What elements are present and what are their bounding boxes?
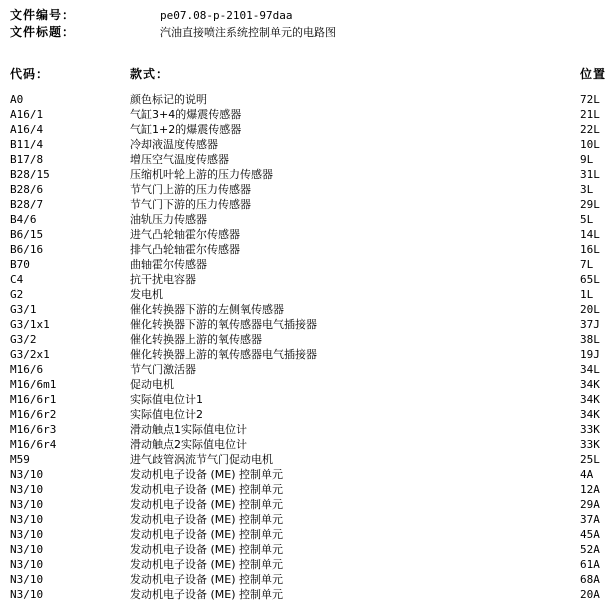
component-name: 实际值电位计1 — [130, 393, 203, 406]
component-name: 发动机电子设备 (ME) 控制单元 — [130, 498, 284, 511]
table-row — [0, 302, 602, 317]
component-position: 61A — [580, 558, 600, 571]
component-code: B70 — [10, 258, 30, 271]
component-code: G3/1 — [10, 303, 37, 316]
table-row — [0, 377, 602, 392]
file-title-label: 文件标题： — [10, 25, 76, 39]
component-name: 进气歧管涡流节气门促动电机 — [130, 453, 273, 466]
component-code: M16/6r3 — [10, 423, 57, 436]
table-row — [0, 362, 602, 377]
component-code: A0 — [10, 93, 24, 106]
component-name: 油轨压力传感器 — [130, 213, 207, 226]
component-code: B28/7 — [10, 198, 44, 211]
component-code: B11/4 — [10, 138, 44, 151]
component-name: 颜色标记的说明 — [130, 93, 207, 106]
component-name: 滑动触点2实际值电位计 — [130, 438, 247, 451]
table-row — [0, 572, 602, 587]
component-code: A16/1 — [10, 108, 44, 121]
file-number-label: 文件编号： — [10, 8, 76, 22]
component-position: 20A — [580, 588, 600, 601]
table-row — [0, 182, 602, 197]
code-column-header: 代码： — [10, 67, 50, 81]
table-row — [0, 482, 602, 497]
component-position: 37J — [580, 318, 600, 331]
file-title-value: 汽油直接喷注系统控制单元的电路图 — [160, 26, 336, 39]
table-row — [0, 497, 602, 512]
component-name: 发电机 — [130, 288, 163, 301]
component-position: 72L — [580, 93, 600, 106]
component-position: 29A — [580, 498, 600, 511]
component-position: 25L — [580, 453, 600, 466]
component-code: M59 — [10, 453, 30, 466]
name-column-header: 款式： — [130, 67, 170, 81]
component-name: 发动机电子设备 (ME) 控制单元 — [130, 513, 284, 526]
component-name: 催化转换器下游的氧传感器电气插接器 — [130, 318, 317, 331]
component-position: 19J — [580, 348, 600, 361]
table-row — [0, 467, 602, 482]
table-row — [0, 587, 602, 602]
component-position: 34L — [580, 363, 600, 376]
component-name: 节气门上游的压力传感器 — [130, 183, 251, 196]
component-code: G3/1x1 — [10, 318, 50, 331]
table-row — [0, 242, 602, 257]
component-name: 发动机电子设备 (ME) 控制单元 — [130, 573, 284, 586]
component-position: 21L — [580, 108, 600, 121]
component-name: 发动机电子设备 (ME) 控制单元 — [130, 528, 284, 541]
component-position: 34K — [580, 378, 600, 391]
component-position: 33K — [580, 438, 600, 451]
component-position: 38L — [580, 333, 600, 346]
component-position: 29L — [580, 198, 600, 211]
component-code: N3/10 — [10, 468, 44, 481]
table-row — [0, 122, 602, 137]
component-name: 发动机电子设备 (ME) 控制单元 — [130, 468, 284, 481]
component-code: N3/10 — [10, 573, 44, 586]
table-row — [0, 542, 602, 557]
component-name: 发动机电子设备 (ME) 控制单元 — [130, 558, 284, 571]
component-name: 冷却液温度传感器 — [130, 138, 218, 151]
component-code: N3/10 — [10, 483, 44, 496]
component-position: 14L — [580, 228, 600, 241]
component-name: 压缩机叶轮上游的压力传感器 — [130, 168, 273, 181]
component-position: 20L — [580, 303, 600, 316]
component-name: 发动机电子设备 (ME) 控制单元 — [130, 483, 284, 496]
component-position: 4A — [580, 468, 594, 481]
table-row — [0, 392, 602, 407]
component-position: 68A — [580, 573, 600, 586]
component-position: 5L — [580, 213, 594, 226]
component-code: N3/10 — [10, 543, 44, 556]
component-code: B6/16 — [10, 243, 44, 256]
position-column-header: 位置 — [580, 67, 606, 81]
component-position: 34K — [580, 393, 600, 406]
component-name: 抗干扰电容器 — [130, 273, 196, 286]
component-name: 气缸1+2的爆震传感器 — [130, 123, 242, 136]
table-row — [0, 407, 602, 422]
component-name: 节气门下游的压力传感器 — [130, 198, 251, 211]
table-row — [0, 227, 602, 242]
file-number-value: pe07.08-p-2101-97daa — [160, 9, 293, 22]
table-row — [0, 212, 602, 227]
table-row — [0, 557, 602, 572]
component-code: M16/6r2 — [10, 408, 57, 421]
component-code: N3/10 — [10, 558, 44, 571]
component-code: B28/6 — [10, 183, 44, 196]
component-position: 22L — [580, 123, 600, 136]
component-position: 1L — [580, 288, 594, 301]
component-code: N3/10 — [10, 588, 44, 601]
component-code: C4 — [10, 273, 24, 286]
table-row — [0, 287, 602, 302]
table-row — [0, 347, 602, 362]
component-name: 催化转换器上游的氧传感器 — [130, 333, 262, 346]
component-name: 实际值电位计2 — [130, 408, 203, 421]
component-position: 65L — [580, 273, 600, 286]
component-position: 10L — [580, 138, 600, 151]
component-position: 52A — [580, 543, 600, 556]
component-name: 滑动触点1实际值电位计 — [130, 423, 247, 436]
component-code: N3/10 — [10, 498, 44, 511]
component-code: B28/15 — [10, 168, 50, 181]
component-name: 催化转换器下游的左侧氧传感器 — [130, 303, 284, 316]
table-row — [0, 92, 602, 107]
component-code: B6/15 — [10, 228, 44, 241]
component-position: 34K — [580, 408, 600, 421]
component-position: 37A — [580, 513, 600, 526]
table-row — [0, 167, 602, 182]
component-code: B4/6 — [10, 213, 37, 226]
component-code: A16/4 — [10, 123, 44, 136]
component-name: 进气凸轮轴霍尔传感器 — [130, 228, 240, 241]
component-name: 促动电机 — [130, 378, 174, 391]
component-position: 9L — [580, 153, 594, 166]
component-name: 气缸3+4的爆震传感器 — [130, 108, 242, 121]
table-row — [0, 107, 602, 122]
component-code: G3/2 — [10, 333, 37, 346]
component-name: 排气凸轮轴霍尔传感器 — [130, 243, 240, 256]
component-position: 7L — [580, 258, 594, 271]
table-row — [0, 317, 602, 332]
component-position: 45A — [580, 528, 600, 541]
component-position: 31L — [580, 168, 600, 181]
component-position: 16L — [580, 243, 600, 256]
table-row — [0, 197, 602, 212]
table-row — [0, 437, 602, 452]
component-code: G3/2x1 — [10, 348, 50, 361]
component-name: 发动机电子设备 (ME) 控制单元 — [130, 543, 284, 556]
component-name: 增压空气温度传感器 — [130, 153, 229, 166]
component-code: M16/6 — [10, 363, 44, 376]
table-row — [0, 137, 602, 152]
table-row — [0, 152, 602, 167]
component-position: 3L — [580, 183, 594, 196]
component-name: 催化转换器上游的氧传感器电气插接器 — [130, 348, 317, 361]
table-row — [0, 527, 602, 542]
component-code: N3/10 — [10, 528, 44, 541]
component-code: G2 — [10, 288, 24, 301]
component-code: M16/6r1 — [10, 393, 57, 406]
component-code: N3/10 — [10, 513, 44, 526]
table-row — [0, 512, 602, 527]
table-row — [0, 452, 602, 467]
component-code: M16/6m1 — [10, 378, 57, 391]
component-position: 12A — [580, 483, 600, 496]
component-position: 33K — [580, 423, 600, 436]
table-row — [0, 332, 602, 347]
table-row — [0, 257, 602, 272]
component-name: 节气门激活器 — [130, 363, 196, 376]
table-row — [0, 422, 602, 437]
component-name: 发动机电子设备 (ME) 控制单元 — [130, 588, 284, 601]
component-code: M16/6r4 — [10, 438, 57, 451]
component-code: B17/8 — [10, 153, 44, 166]
component-name: 曲轴霍尔传感器 — [130, 258, 207, 271]
component-table — [0, 92, 602, 602]
table-row — [0, 272, 602, 287]
